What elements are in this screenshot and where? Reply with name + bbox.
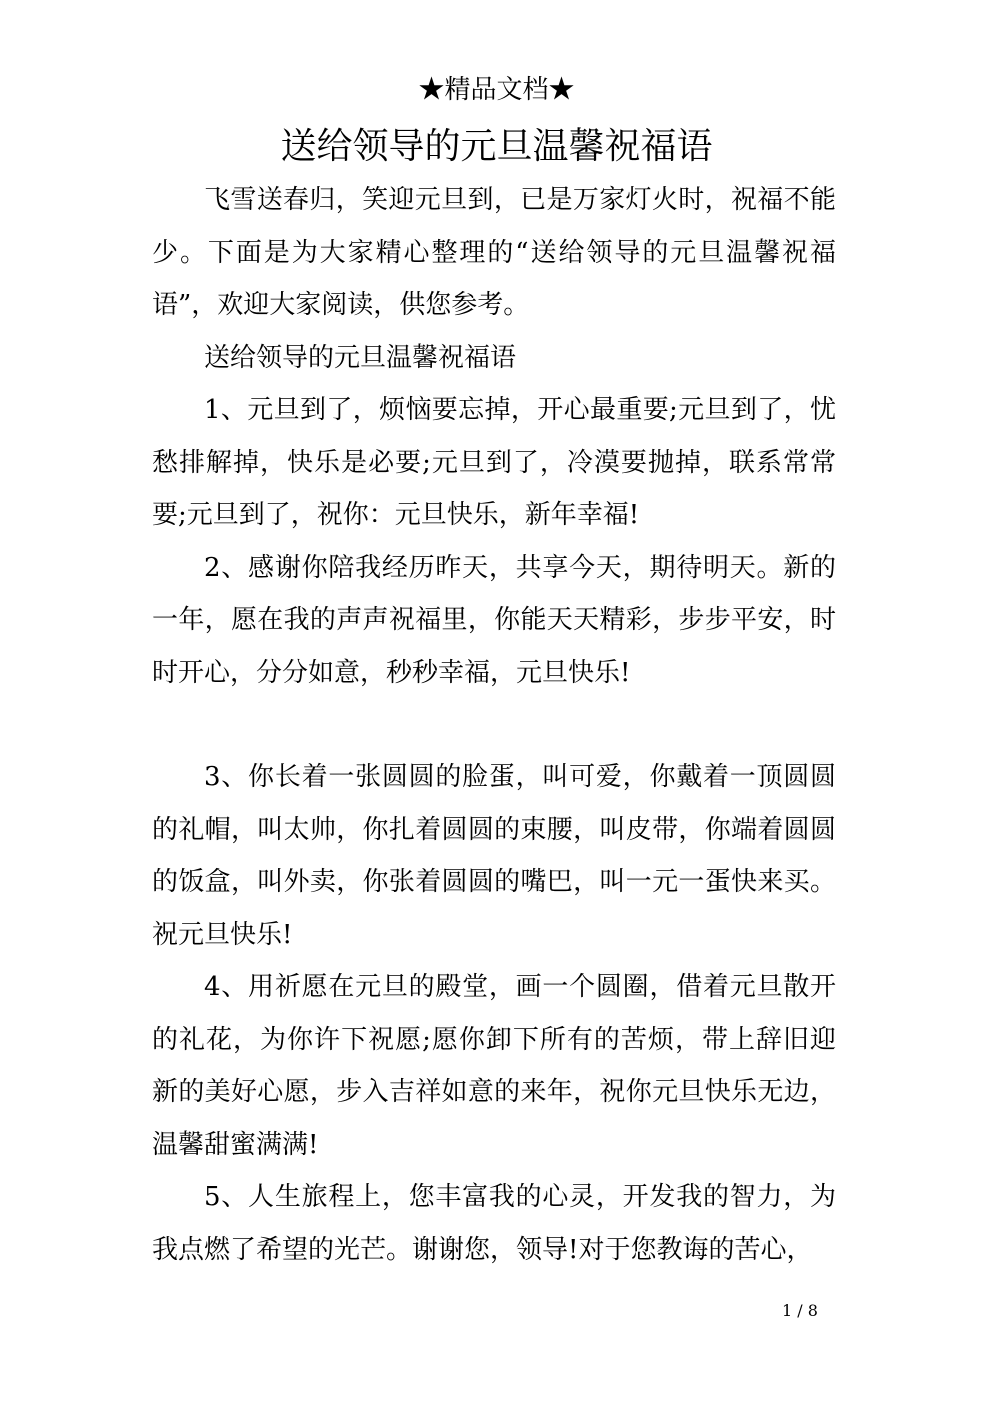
greeting-item-5: 5、人生旅程上，您丰富我的心灵，开发我的智力，为我点燃了希望的光芒。谢谢您，领导!对于您教诲的苦心， bbox=[152, 1182, 836, 1265]
greeting-item-4: 4、用祈愿在元旦的殿堂，画一个圆圈，借着元旦散开的礼花，为你许下祝愿;愿你卸下所有的苦烦，带上辞旧迎新的美好心愿，步入吉祥如意的来年，祝你元旦快乐无边，温馨甜蜜满满! bbox=[152, 972, 836, 1160]
document-body bbox=[152, 174, 836, 1276]
greeting-item-3: 3、你长着一张圆圆的脸蛋，叫可爱，你戴着一顶圆圆的礼帽，叫太帅，你扎着圆圆的束腰，叫皮带，你端着圆圆的饭盒，叫外卖，你张着圆圆的嘴巴，叫一元一蛋快来买。祝元旦快乐! bbox=[152, 762, 836, 950]
greeting-item-2: 2、感谢你陪我经历昨天，共享今天，期待明天。新的一年，愿在我的声声祝福里，你能天天精彩，步步平安，时时开心，分分如意，秒秒幸福，元旦快乐! bbox=[152, 552, 836, 688]
intro-paragraph: 飞雪送春归，笑迎元旦到，已是万家灯火时，祝福不能少。下面是为大家精心整理的“送给领导的元旦温馨祝福语”，欢迎大家阅读，供您参考。 bbox=[152, 185, 836, 320]
greeting-item-1: 1、元旦到了，烦恼要忘掉，开心最重要;元旦到了，忧愁排解掉，快乐是必要;元旦到了，冷漠要抛掉，联系常常要;元旦到了，祝你：元旦快乐，新年幸福! bbox=[152, 395, 836, 530]
section-heading: 送给领导的元旦温馨祝福语 bbox=[204, 342, 517, 373]
document-title: 送给领导的元旦温馨祝福语 bbox=[280, 126, 713, 167]
page-number: 1 / 8 bbox=[782, 1301, 818, 1320]
header-mark: ★精品文档★ bbox=[418, 75, 575, 105]
